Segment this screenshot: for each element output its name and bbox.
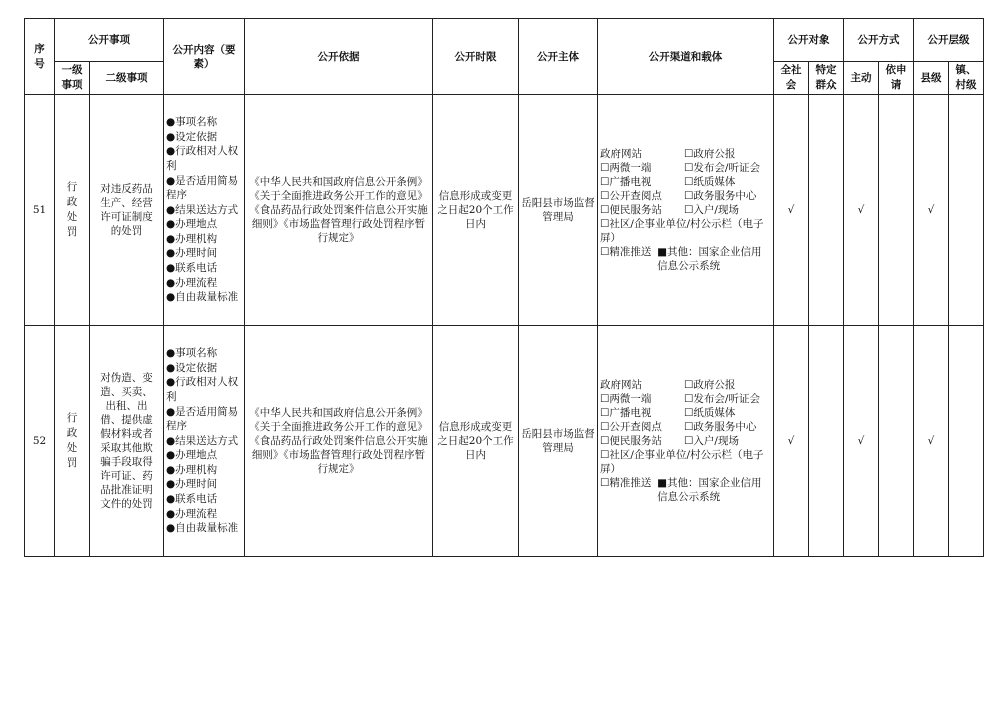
channel-option: 政府网站 <box>600 148 642 160</box>
element-item: ●事项名称 <box>166 116 218 129</box>
element-item: ●办理机构 <box>166 232 218 245</box>
row-target-all: √ <box>774 95 809 326</box>
element-item: ●设定依据 <box>166 130 218 143</box>
row-basis: 《中华人民共和国政府信息公开条例》《关于全面推进政务公开工作的意见》《食品药品行政处罚案件信息公开实施细则》《市场监督管理行政处罚程序暂行规定》 <box>245 95 433 326</box>
header-content: 公开内容（要素） <box>164 19 245 95</box>
row-time: 信息形成或变更之日起20个工作日内 <box>433 95 519 326</box>
channel-option-other: ■其他：国家企业信用信息公示系统 <box>657 477 762 503</box>
element-item: ●办理时间 <box>166 247 218 260</box>
channel-option: ☐两微一端 <box>600 393 652 405</box>
row-target-specific <box>809 95 844 326</box>
channel-option: ☐公开查阅点 <box>600 421 662 433</box>
element-item: ●设定依据 <box>166 361 218 374</box>
header-basis: 公开依据 <box>245 19 433 95</box>
row-level-town <box>949 95 984 326</box>
row-channels <box>598 326 774 557</box>
row-method-request <box>879 95 914 326</box>
channel-option: ☐入户/现场 <box>684 435 739 447</box>
row-method-request <box>879 326 914 557</box>
row-channels <box>598 95 774 326</box>
row-subject: 岳阳县市场监督管理局 <box>519 326 598 557</box>
element-item: ●行政相对人权利 <box>166 145 239 172</box>
header-level2: 二级事项 <box>90 62 164 95</box>
channel-option: ☐便民服务站 <box>600 435 662 447</box>
channel-option: ☐政务服务中心 <box>684 190 757 202</box>
header-method-request: 依申请 <box>879 62 914 95</box>
element-item: ●办理地点 <box>166 218 218 231</box>
row-level-county: √ <box>914 95 949 326</box>
row-level2: 对伪造、变造、买卖、出租、出借、提供虚假材料或者采取其他欺骗手段取得许可证、药品批准证明文件的处罚 <box>90 326 164 557</box>
element-item: ●联系电话 <box>166 262 218 275</box>
channel-option-other: ■其他：国家企业信用信息公示系统 <box>657 246 762 272</box>
element-item: ●联系电话 <box>166 493 218 506</box>
element-item: ●办理机构 <box>166 463 218 476</box>
row-seq: 52 <box>25 326 55 557</box>
row-target-all: √ <box>774 326 809 557</box>
header-target: 公开对象 <box>774 19 844 62</box>
element-item: ●结果送达方式 <box>166 203 239 216</box>
channel-option: ☐政府公报 <box>684 379 736 391</box>
row-elements <box>164 326 245 557</box>
channel-option: ☐社区/企事业单位/村公示栏（电子屏） <box>600 449 764 475</box>
table-row <box>25 326 984 557</box>
element-item: ●结果送达方式 <box>166 434 239 447</box>
channel-option: ☐政务服务中心 <box>684 421 757 433</box>
header-channel: 公开渠道和载体 <box>598 19 774 95</box>
header-target-all: 全社会 <box>774 62 809 95</box>
row-level1: 行政处罚 <box>55 95 90 326</box>
header-level: 公开层级 <box>914 19 984 62</box>
header-level-county: 县级 <box>914 62 949 95</box>
header-time: 公开时限 <box>433 19 519 95</box>
header-level1: 一级事项 <box>55 62 90 95</box>
channel-option: ☐发布会/听证会 <box>684 393 760 405</box>
row-target-specific <box>809 326 844 557</box>
header-subject: 公开主体 <box>519 19 598 95</box>
channel-option: ☐广播电视 <box>600 407 652 419</box>
header-target-specific: 特定群众 <box>809 62 844 95</box>
channel-option: ☐精准推送 <box>600 477 652 489</box>
channel-option: ☐入户/现场 <box>684 204 739 216</box>
row-level-county: √ <box>914 326 949 557</box>
element-item: ●办理地点 <box>166 449 218 462</box>
table-row <box>25 95 984 326</box>
channel-option: ☐纸质媒体 <box>684 407 736 419</box>
channel-option: ☐纸质媒体 <box>684 176 736 188</box>
row-level1: 行政处罚 <box>55 326 90 557</box>
row-seq: 51 <box>25 95 55 326</box>
element-item: ●是否适用简易程序 <box>166 174 239 202</box>
row-method-active: √ <box>844 95 879 326</box>
channel-option: ☐广播电视 <box>600 176 652 188</box>
element-item: ●自由裁量标准 <box>166 291 239 304</box>
header-seq: 序号 <box>25 19 55 95</box>
header-level-town: 镇、村级 <box>949 62 984 95</box>
channel-option: ☐便民服务站 <box>600 204 662 216</box>
disclosure-table <box>24 18 984 557</box>
row-method-active: √ <box>844 326 879 557</box>
channel-option: ☐精准推送 <box>600 246 652 258</box>
row-basis: 《中华人民共和国政府信息公开条例》《关于全面推进政务公开工作的意见》《食品药品行政处罚案件信息公开实施细则》《市场监督管理行政处罚程序暂行规定》 <box>245 326 433 557</box>
channel-option: ☐政府公报 <box>684 148 736 160</box>
channel-option: ☐两微一端 <box>600 162 652 174</box>
element-item: ●办理时间 <box>166 478 218 491</box>
header-method: 公开方式 <box>844 19 914 62</box>
element-item: ●事项名称 <box>166 347 218 360</box>
element-item: ●自由裁量标准 <box>166 522 239 535</box>
channel-option: ☐发布会/听证会 <box>684 162 760 174</box>
element-item: ●办理流程 <box>166 276 218 289</box>
row-elements <box>164 95 245 326</box>
header-item: 公开事项 <box>55 19 164 62</box>
header-method-active: 主动 <box>844 62 879 95</box>
row-time: 信息形成或变更之日起20个工作日内 <box>433 326 519 557</box>
row-subject: 岳阳县市场监督管理局 <box>519 95 598 326</box>
element-item: ●办理流程 <box>166 507 218 520</box>
channel-option: 政府网站 <box>600 379 642 391</box>
channel-option: ☐社区/企事业单位/村公示栏（电子屏） <box>600 218 764 244</box>
channel-option: ☐公开查阅点 <box>600 190 662 202</box>
element-item: ●是否适用简易程序 <box>166 405 239 433</box>
row-level-town <box>949 326 984 557</box>
row-level2: 对违反药品生产、经营许可证制度的处罚 <box>90 95 164 326</box>
element-item: ●行政相对人权利 <box>166 376 239 403</box>
